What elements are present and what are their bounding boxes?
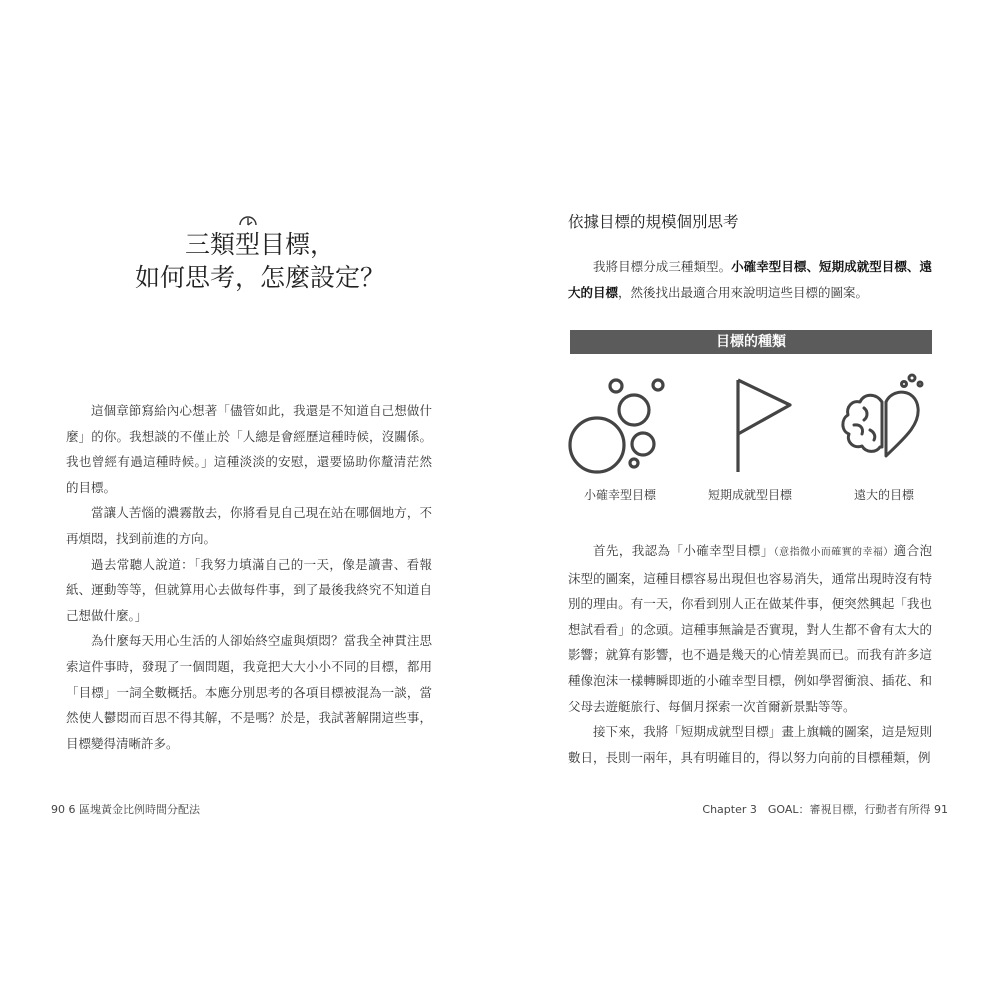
goal-type-short-term xyxy=(690,372,810,512)
paragraph: 為什麼每天用心生活的人卻始終空虛與煩悶？當我全神貫注思索這件事時，發現了一個問題，我竟把大大小小不同的目標，都用「目標」一詞全數概括。本應分別思考的各項目標被混為一談，當然使人鬱悶而百思不得其解，不是嗎？於是，我試著解開這些事，目標變得清晰許多。 xyxy=(66,633,432,751)
section-heading: 依據目標的規模個別思考 xyxy=(568,213,739,231)
goal-type-label: 遠大的目標 xyxy=(853,488,914,502)
goal-type-small-happiness xyxy=(560,372,680,512)
intro-paragraph xyxy=(568,254,932,305)
brain-heart-icon xyxy=(824,372,944,482)
flag-icon xyxy=(690,372,810,482)
left-body-text xyxy=(66,398,432,756)
goal-type-grand xyxy=(824,372,944,512)
intro-text xyxy=(568,254,932,305)
title-line-1: 三類型目標， xyxy=(184,230,335,259)
left-footer: 90 6 區塊黃金比例時間分配法 xyxy=(51,803,200,816)
goal-types-banner: 目標的種類 xyxy=(570,330,932,354)
right-footer: Chapter 3 GOAL：審視目標，行動者有所得 91 xyxy=(702,803,948,816)
para1-before: 首先，我認為「小確幸型目標」 xyxy=(593,543,774,558)
paragraph: 接下來，我將「短期成就型目標」畫上旗幟的圖案，這是短則數日，長則一兩年，具有明確目的，得以努力向前的目標種類，例 xyxy=(568,724,932,765)
goal-type-label: 短期成就型目標 xyxy=(707,488,792,502)
title-line-2: 如何思考，怎麼設定？ xyxy=(134,263,385,292)
paragraph: 這個章節寫給內心想著「儘管如此，我還是不知道自己想做什麼」的你。我想談的不僅止於「人總是會經歷這種時候，沒關係。我也曾經有過這種時候。」這種淡淡的安慰，還要協助你釐清茫然的目標。 xyxy=(66,403,432,495)
intro-bold: 小確幸型目標、短期成就型目標、遠大的目標 xyxy=(568,259,932,300)
para1-after: 適合泡沫型的圖案，這種目標容易出現但也容易消失，通常出現時沒有特別的理由。有一天，你看到別人正在做某件事，便突然興起「我也想試看看」的念頭。這種事無論是否實現，對人生都不會有太大的影響；就算有影響，也不過是幾天的心情差異而已。而我有許多這種像泡沫一樣轉瞬即逝的小確幸型目標，例如學習衝浪、插花、和父母去遊艇旅行、每個月探索一次首爾新景點等等。 xyxy=(568,543,932,714)
paragraph: 過去常聽人說道：「我努力填滿自己的一天，像是讀書、看報紙、運動等等，但就算用心去做每件事，到了最後我終究不知道自己想做什麼。」 xyxy=(66,556,432,623)
right-page xyxy=(500,0,1000,1000)
paragraph xyxy=(568,538,932,719)
bubbles-icon xyxy=(560,372,680,482)
para1-note: （意指微小而確實的幸福） xyxy=(773,547,894,558)
goal-type-label: 小確幸型目標 xyxy=(583,488,656,502)
intro-before: 我將目標分成三種類型。 xyxy=(593,259,732,274)
paragraph: 當讓人苦惱的濃霧散去，你將看見自己現在站在哪個地方，不再煩悶，找到前進的方向。 xyxy=(66,505,432,546)
chapter-title xyxy=(90,228,430,294)
right-body-text xyxy=(568,538,932,770)
intro-after: ，然後找出最適合用來說明這些目標的圖案。 xyxy=(618,284,869,300)
goal-types-figure xyxy=(560,372,942,512)
